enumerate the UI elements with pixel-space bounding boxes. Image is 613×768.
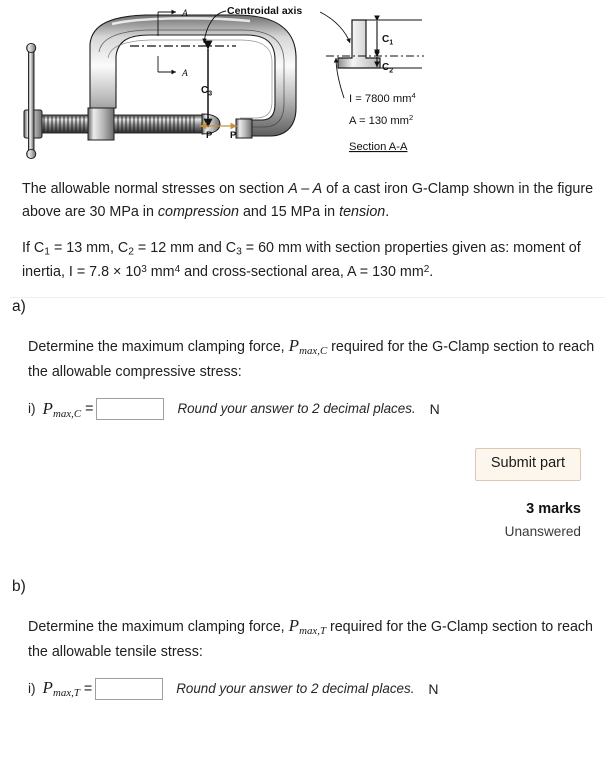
exponent-2: 2: [423, 264, 430, 276]
intro-paragraph-2: [22, 237, 595, 284]
part-a-answer-row: [28, 398, 595, 420]
centroidal-axis-label: Centroidal axis: [227, 5, 303, 17]
c1-label: $C_1$: [382, 34, 394, 47]
c2-label: $C_2$: [382, 62, 394, 75]
part-b-answer-input[interactable]: [95, 678, 163, 700]
intro-paragraph-1: [22, 178, 595, 224]
part-a-roman: i): [28, 401, 36, 417]
intro-p2-seg1: If C: [22, 240, 45, 257]
c1-subscript: 1: [44, 246, 50, 258]
clamp-screw: [24, 43, 220, 158]
part-a-letter: a): [12, 298, 26, 316]
exponent-3: 3: [141, 264, 147, 276]
part-a-marks-block: [10, 499, 595, 542]
intro-p2-seg3: = 12 mm and C: [133, 240, 237, 257]
part-a-answer-symbol-sub: max,C: [52, 407, 82, 420]
part-a-answer-input[interactable]: [96, 398, 164, 420]
part-a-symbol-sub: max,C: [299, 345, 328, 358]
part-a-question: [28, 332, 595, 384]
part-a-answer-symbol: [43, 399, 82, 420]
part-b-question-post: required for the G-Clamp section to reach the allowable tensile stress:: [28, 619, 593, 660]
question-intro: [0, 178, 613, 284]
part-spacer: [0, 542, 613, 578]
g-clamp-figure: [0, 0, 613, 178]
question-part-b: [0, 578, 613, 700]
force-label-left: P: [206, 130, 213, 141]
part-a-question-post: required for the G-Clamp section to reach the allowable compressive stress:: [28, 339, 595, 380]
force-label-right: P: [230, 130, 237, 141]
part-b-roman: i): [28, 681, 36, 697]
intro-p1-seg3: and 15 MPa in: [238, 204, 340, 221]
area-value: A = 130 $mm^2$: [349, 113, 414, 127]
part-b-equals: =: [83, 680, 93, 697]
intro-p2-seg4: = 60 mm with section properties given as: moment of inertia, I = 7.8 × 10: [22, 240, 581, 281]
part-b-unit: N: [428, 680, 439, 697]
exponent-4: 4: [174, 264, 181, 276]
part-b-question: [28, 612, 595, 664]
part-a-marks: 3 marks: [526, 500, 581, 517]
part-b-hint: Round your answer to 2 decimal places.: [176, 681, 415, 697]
part-b-symbol-sub: max,T: [299, 624, 326, 637]
c3-subscript: 3: [236, 246, 242, 258]
part-a-status: Unanswered: [504, 523, 581, 539]
part-a-question-pre: Determine the maximum clamping force,: [28, 339, 289, 356]
section-caption: Section A-A: [349, 141, 408, 153]
intro-p1-seg2: of a cast iron G-Clamp shown in the figure above are 30 MPa in: [22, 181, 594, 221]
intro-p1-seg4: .: [385, 204, 390, 221]
part-b-answer-row: [28, 678, 595, 700]
section-marker-a-top: A: [182, 9, 188, 19]
intro-p2-seg5: mm: [146, 264, 175, 281]
intro-p1-seg1: The allowable normal stresses on section: [22, 181, 289, 197]
part-b-answer-symbol-main: P: [42, 678, 53, 698]
part-a-symbol: [288, 336, 328, 358]
section-aa-detail: [326, 20, 424, 98]
part-a-unit: N: [429, 400, 440, 417]
intro-section-aa: A – A: [288, 181, 323, 197]
part-b-symbol: [289, 616, 326, 635]
intro-p2-seg2: = 13 mm, C: [49, 240, 129, 257]
part-a-body: [10, 332, 595, 420]
question-part-a: [0, 298, 613, 542]
part-a-submit-row: [10, 448, 595, 481]
intro-compression: compression: [157, 204, 239, 221]
part-b-letter: b): [12, 578, 26, 596]
submit-part-button[interactable]: Submit part: [475, 448, 581, 481]
moment-of-inertia-value: I = 7800 $mm^4$: [349, 91, 416, 105]
c3-label: $C_3$: [201, 85, 213, 98]
part-a-hint: Round your answer to 2 decimal places.: [177, 401, 416, 417]
intro-p2-seg6: and cross-sectional area, A = 130 mm: [180, 264, 424, 281]
part-a-equals: =: [85, 400, 94, 417]
part-a-answer-symbol-main: P: [42, 398, 53, 418]
c2-subscript: 2: [128, 246, 134, 258]
part-b-question-pre: Determine the maximum clamping force,: [28, 619, 289, 636]
g-clamp-illustration: [0, 0, 613, 178]
section-marker-a-bottom: A: [182, 69, 188, 79]
part-b-symbol-main: P: [288, 616, 300, 636]
intro-tension: tension: [339, 204, 386, 221]
intro-p2-seg7: .: [429, 264, 434, 281]
part-a-symbol-main: P: [288, 336, 300, 356]
part-b-body: [10, 612, 595, 700]
section-properties-text: [349, 91, 416, 153]
part-b-answer-symbol-sub: max,T: [52, 687, 80, 700]
part-b-answer-symbol: [43, 678, 80, 699]
